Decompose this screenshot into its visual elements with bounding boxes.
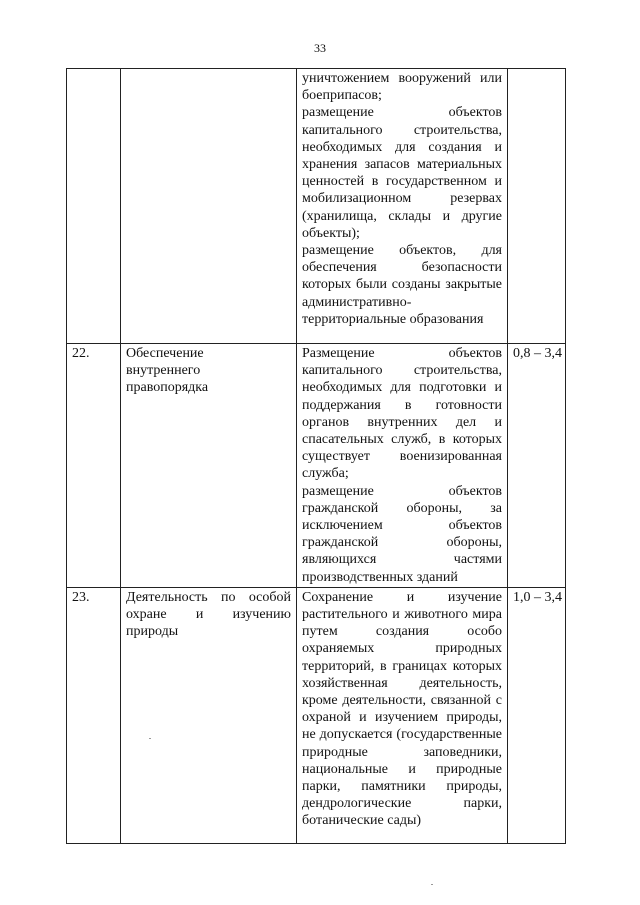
activity-name-cell [121, 587, 297, 843]
table-row [67, 344, 566, 588]
activity-name: Обеспечение внутреннего правопорядка [126, 346, 209, 396]
coefficient-cell: 0,8 – 3,4 [508, 344, 566, 588]
description-paragraph: Сохранение и изучение растительного и животного мира путем создания особо охраняемых природных территорий, в границах которых хозяйственная деятельность, кроме деятельности, связанной с охраной и изучением природы, не допускается (государственные природные заповедники, национальные и природные парки, памятники природы, дендрологические парки, ботанические сады) [302, 589, 502, 829]
scan-speck [431, 884, 433, 885]
activity-name-cell [121, 344, 297, 588]
table-row [67, 587, 566, 843]
description-paragraph: уничтожением вооружений или боеприпасов; [302, 71, 502, 104]
description-cell [297, 587, 508, 843]
row-number-cell: 23. [67, 587, 121, 843]
description-paragraph: размещение объектов капитального строительства, необходимых для создания и хранения запасов материальных ценностей в государственном и мобилизационном резервах (хранилища, склады и другие объекты); [302, 105, 502, 241]
land-use-table [66, 68, 566, 844]
description-paragraph: размещение объектов, для обеспечения безопасности которых были созданы закрытые административно-территориальные образования [302, 243, 502, 327]
description-cell [297, 344, 508, 588]
page-number: 33 [314, 41, 326, 55]
activity-name: Деятельность по особой охране и изучению природы [126, 589, 291, 640]
activity-name-cell [121, 69, 297, 344]
coefficient-cell [508, 69, 566, 344]
description-cell [297, 69, 508, 344]
table-row [67, 69, 566, 344]
description-paragraph: размещение объектов гражданской обороны, за исключением объектов гражданской обороны, являющихся частями производственных зданий [302, 483, 502, 585]
description-paragraph: Размещение объектов капитального строительства, необходимых для подготовки и поддержания в готовности органов внутренних дел и спасательных служб, в которых существует военизированная служба; [302, 346, 502, 482]
row-number-cell [67, 69, 121, 344]
row-number-cell: 22. [67, 344, 121, 588]
scan-speck [149, 738, 151, 739]
coefficient-cell: 1,0 – 3,4 [508, 587, 566, 843]
